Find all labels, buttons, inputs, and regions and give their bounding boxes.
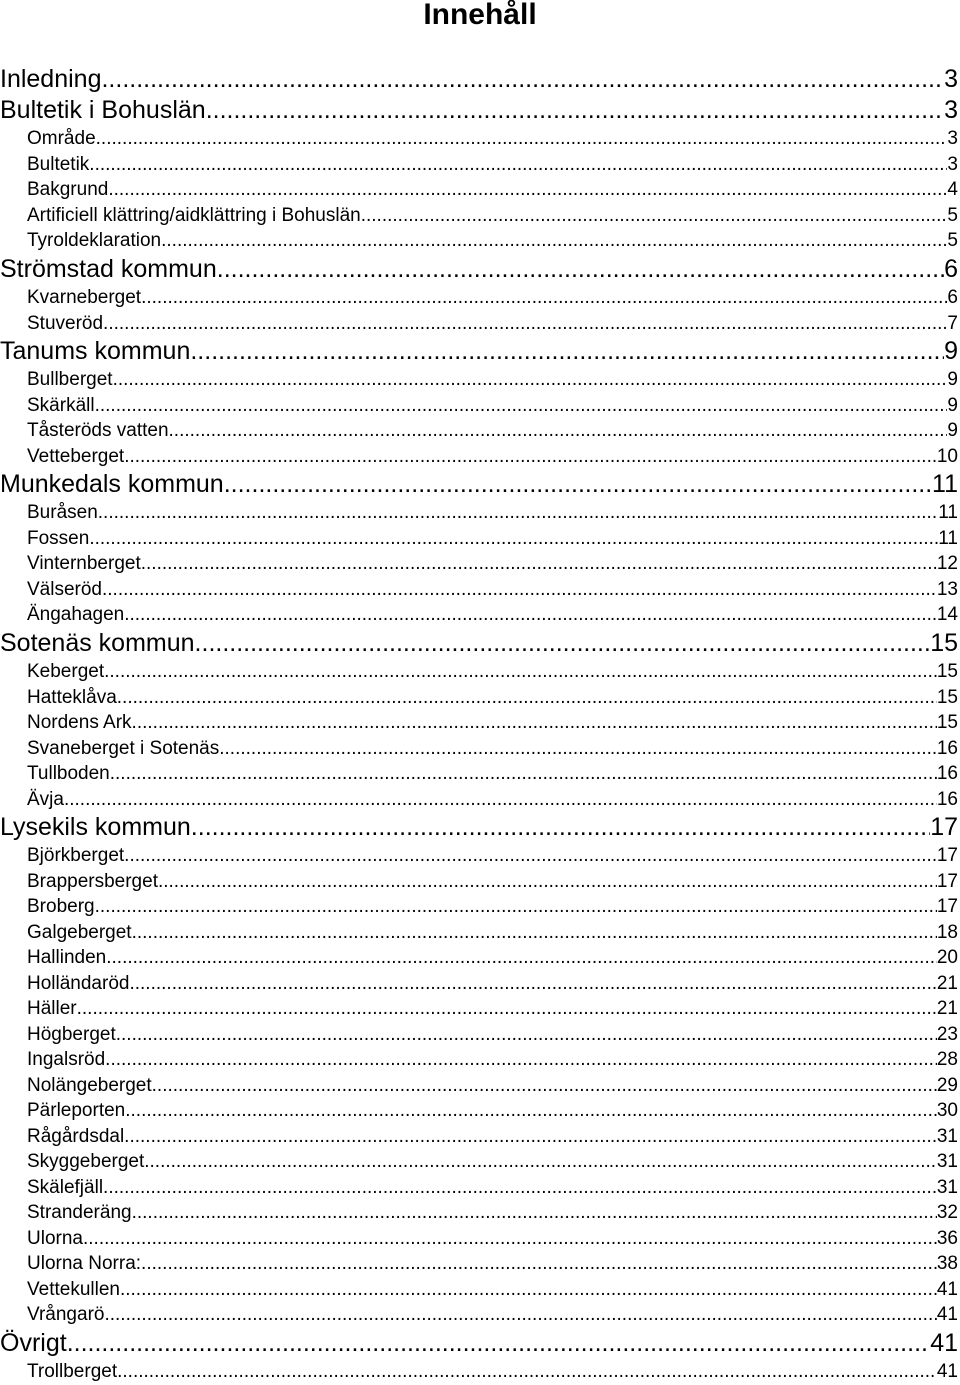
toc-entry-label: Lysekils kommun [0,813,191,842]
toc-page-number: 41 [936,1304,958,1326]
toc-dot-leader [67,1328,931,1359]
toc-page-number: 28 [936,1049,958,1071]
page-title: Innehåll [423,0,537,31]
toc-entry-label: Område [27,128,96,150]
toc-subentry[interactable] [0,203,960,229]
toc-dot-leader [120,1277,937,1303]
toc-dot-leader [224,469,932,500]
toc-subentry[interactable] [0,418,960,444]
toc-subentry[interactable] [0,285,960,311]
toc-dot-leader [191,812,930,843]
toc-dot-leader [77,996,937,1022]
toc-entry-label: Ävja [27,788,64,810]
toc-entry-label: Ingalsröd [27,1049,106,1071]
toc-subentry[interactable] [0,126,960,152]
toc-entry-label: Vrångarö [27,1304,105,1326]
toc-page-number: 29 [936,1074,958,1096]
toc-entry-label: Bullberget [27,369,113,391]
toc-dot-leader [116,1022,937,1048]
toc-page-number: 9 [944,337,958,366]
toc-entry-label: Brappersberget [27,870,158,892]
toc-entry-label: Välseröd [27,578,102,600]
toc-subentry[interactable] [0,710,960,736]
toc-dot-leader [132,1200,937,1226]
toc-dot-leader [103,1175,937,1201]
toc-dot-leader [124,843,937,869]
toc-heading-entry[interactable] [0,336,960,367]
toc-subentry[interactable] [0,1200,960,1226]
toc-entry-label: Hallinden [27,947,107,969]
toc-page-number: 3 [947,128,958,150]
toc-heading-entry[interactable] [0,95,960,126]
toc-dot-leader [104,1302,936,1328]
toc-entry-label: Vettekullen [27,1278,120,1300]
toc-page-number: 12 [936,553,958,575]
toc-subentry[interactable] [0,577,960,603]
toc-page-number: 14 [936,604,958,626]
toc-page-number: 16 [936,763,958,785]
toc-subentry[interactable] [0,1098,960,1124]
toc-subentry[interactable] [0,761,960,787]
toc-subentry[interactable] [0,1073,960,1099]
toc-dot-leader [124,602,937,628]
toc-page-number: 16 [936,788,958,810]
toc-dot-leader [96,126,948,152]
toc-heading-entry[interactable] [0,628,960,659]
toc-entry-label: Galgeberget [27,921,132,943]
toc-subentry[interactable] [0,945,960,971]
toc-page-number: 21 [936,998,958,1020]
toc-page-number: 11 [932,470,958,499]
toc-entry-label: Trollberget [27,1361,118,1382]
toc-page-number: 20 [936,947,958,969]
toc-dot-leader [101,64,944,95]
toc-page-number: 11 [938,527,958,549]
toc-subentry[interactable] [0,1251,960,1277]
toc-dot-leader [114,177,948,203]
toc-dot-leader [361,203,948,229]
toc-page-number: 31 [936,1125,958,1147]
toc-page-number: 17 [936,845,958,867]
toc-page-number: 18 [936,921,958,943]
toc-page-number: 31 [936,1176,958,1198]
toc-subentry[interactable] [0,228,960,254]
toc-dot-leader [217,254,944,285]
toc-page-number: 36 [936,1227,958,1249]
toc-page-number: 5 [947,204,958,226]
toc-subentry[interactable] [0,920,960,946]
toc-entry-label: Kvarneberget [27,287,142,309]
toc-page-number: 6 [947,287,958,309]
toc-entry-label: Svaneberget i Sotenäs [27,737,220,759]
toc-dot-leader [206,95,944,126]
toc-entry-label: Hatteklåva [27,686,117,708]
toc-entry-label: Keberget [27,661,105,683]
toc-dot-leader [129,971,936,997]
toc-entry-label: Vetteberget [27,445,125,467]
toc-entry-label: Holländaröd [27,972,130,994]
toc-subentry[interactable] [0,1047,960,1073]
toc-page-number: 10 [936,445,958,467]
toc-dot-leader [169,418,948,444]
toc-subentry[interactable] [0,996,960,1022]
toc-page-number: 5 [947,230,958,252]
toc-subentry[interactable] [0,602,960,628]
toc-entry-label: Tullboden [27,763,110,785]
toc-dot-leader [64,787,937,813]
toc-dot-leader [219,736,937,762]
toc-page-number: 21 [936,972,958,994]
toc-entry-label: Ulorna [27,1227,83,1249]
toc-subentry[interactable] [0,1359,960,1385]
toc-dot-leader [141,285,947,311]
toc-entry-label: Inledning [0,65,102,93]
toc-dot-leader [103,311,947,337]
toc-subentry[interactable] [0,526,960,552]
toc-page-number: 7 [947,312,958,334]
toc-entry-label: Bultetik. [27,153,95,175]
toc-dot-leader [102,577,937,603]
toc-entry-label: Häller [27,998,77,1020]
toc-entry-label: Rågårdsdal [27,1125,125,1147]
toc-dot-leader [132,920,937,946]
toc-dot-leader [95,393,948,419]
toc-entry-label: Tanums kommun [0,337,191,366]
toc-page-number: 15 [936,712,958,734]
toc-subentry[interactable] [0,393,960,419]
toc-dot-leader [190,336,944,367]
toc-subentry[interactable] [0,971,960,997]
toc-dot-leader [141,1251,937,1277]
toc-entry-label: Buråsen [27,502,98,524]
toc-subentry[interactable] [0,1022,960,1048]
toc-page-number: 15 [936,686,958,708]
toc-page-number: 41 [930,1328,958,1357]
toc-dot-leader [89,526,938,552]
toc-entry-label: Högberget [27,1023,116,1045]
toc-entry-label: Övrigt [0,1328,67,1357]
toc-dot-leader [195,628,931,659]
toc-page-number: 41 [936,1278,958,1300]
toc-subentry[interactable] [0,367,960,393]
toc-page-number: 4 [947,179,958,201]
toc-entry-label: Nolängeberget [27,1074,152,1096]
toc-heading-entry[interactable] [0,469,960,500]
toc-page-number: 17 [936,896,958,918]
toc-subentry[interactable] [0,1226,960,1252]
toc-subentry[interactable] [0,1277,960,1303]
toc-dot-leader [144,1149,937,1175]
toc-page-number: 3 [944,65,958,93]
toc-page-number: 30 [936,1100,958,1122]
toc-subentry[interactable] [0,177,960,203]
toc-subentry[interactable] [0,787,960,813]
toc-entry-label: Tyroldeklaration [27,230,162,252]
toc-entry-label: Stranderäng [27,1202,132,1224]
toc-subentry[interactable] [0,1175,960,1201]
toc-dot-leader [106,945,937,971]
toc-entry-label: Artificiell klättring/aidklättring i Bohuslän [27,204,361,226]
toc-page-number: 15 [930,628,958,657]
toc-entry-label: Broberg [27,896,95,918]
toc-page-number: 23 [936,1023,958,1045]
toc-dot-leader [104,659,937,685]
toc-subentry[interactable] [0,894,960,920]
toc-subentry[interactable] [0,311,960,337]
toc-subentry[interactable] [0,551,960,577]
toc-page-number: 17 [936,870,958,892]
toc-entry-label: Munkedals kommun [0,470,224,499]
toc-dot-leader [124,444,937,470]
toc-dot-leader [125,1098,937,1124]
toc-page-number: 38 [936,1253,958,1275]
toc-page-number: 32 [936,1202,958,1224]
toc-dot-leader [117,685,937,711]
toc-dot-leader [110,761,937,787]
toc-dot-leader [141,551,937,577]
toc-subentry[interactable] [0,843,960,869]
toc-dot-leader [132,710,937,736]
toc-subentry[interactable] [0,736,960,762]
toc-entry-label: Skyggeberget [27,1151,145,1173]
toc-heading-entry[interactable] [0,812,960,843]
toc-entry-label: Fossen [27,527,90,549]
toc-entry-label: Ulorna Norra: [27,1253,142,1275]
toc-entry-label: Nordens Ark [27,712,132,734]
toc-entry-label: Tåsteröds vatten [27,420,169,442]
toc-subentry[interactable] [0,152,960,178]
toc-dot-leader [83,1226,937,1252]
toc-entry-label: Stuveröd [27,312,104,334]
toc-page-number: 6 [944,254,958,283]
toc-heading-entry[interactable] [0,64,960,95]
toc-subentry[interactable] [0,500,960,526]
toc-entry-label: Pärleporten [27,1100,126,1122]
toc-page-number: 3 [947,153,958,175]
toc-dot-leader [124,1124,937,1150]
toc-dot-leader [95,152,948,178]
toc-page-number: 15 [936,661,958,683]
toc-dot-leader [158,869,937,895]
toc-dot-leader [117,1359,937,1385]
toc-page-number: 9 [947,369,958,391]
toc-subentry[interactable] [0,1302,960,1328]
toc-heading-entry[interactable] [0,1328,960,1359]
toc-page-number: 31 [936,1151,958,1173]
toc-subentry[interactable] [0,659,960,685]
toc-entry-label: Ängahagen [27,604,125,626]
toc-dot-leader [152,1073,937,1099]
toc-dot-leader [105,1047,937,1073]
toc-page-number: 16 [936,737,958,759]
toc-page-number: 9 [947,420,958,442]
toc-dot-leader [113,367,948,393]
toc-subentry[interactable] [0,1149,960,1175]
toc-subentry[interactable] [0,869,960,895]
toc-page-number: 11 [938,502,958,524]
toc-entry-label: Skärkäll [27,394,95,416]
toc-entry-label: Sotenäs kommun [0,628,195,657]
toc-entry-label: Vinternberget [27,553,141,575]
toc-subentry[interactable] [0,1124,960,1150]
toc-page-number: 41 [936,1361,958,1382]
toc-subentry[interactable] [0,685,960,711]
toc-page-number: 13 [936,578,958,600]
toc-subentry[interactable] [0,444,960,470]
toc-entry-label: Björkberget [27,845,125,867]
toc-dot-leader [161,228,947,254]
toc-page-number: 3 [944,96,958,125]
toc-entry-label: Skälefjäll [27,1176,104,1198]
toc-entry-label: Strömstad kommun [0,254,217,283]
toc-heading-entry[interactable] [0,254,960,285]
toc-entry-label: Bultetik i Bohuslän [0,96,206,125]
toc-page-number: 17 [930,813,958,842]
toc-page-number: 9 [947,394,958,416]
table-of-contents [0,64,960,1385]
toc-dot-leader [98,500,938,526]
toc-dot-leader [95,894,937,920]
toc-entry-label: Bakgrund. [27,179,114,201]
